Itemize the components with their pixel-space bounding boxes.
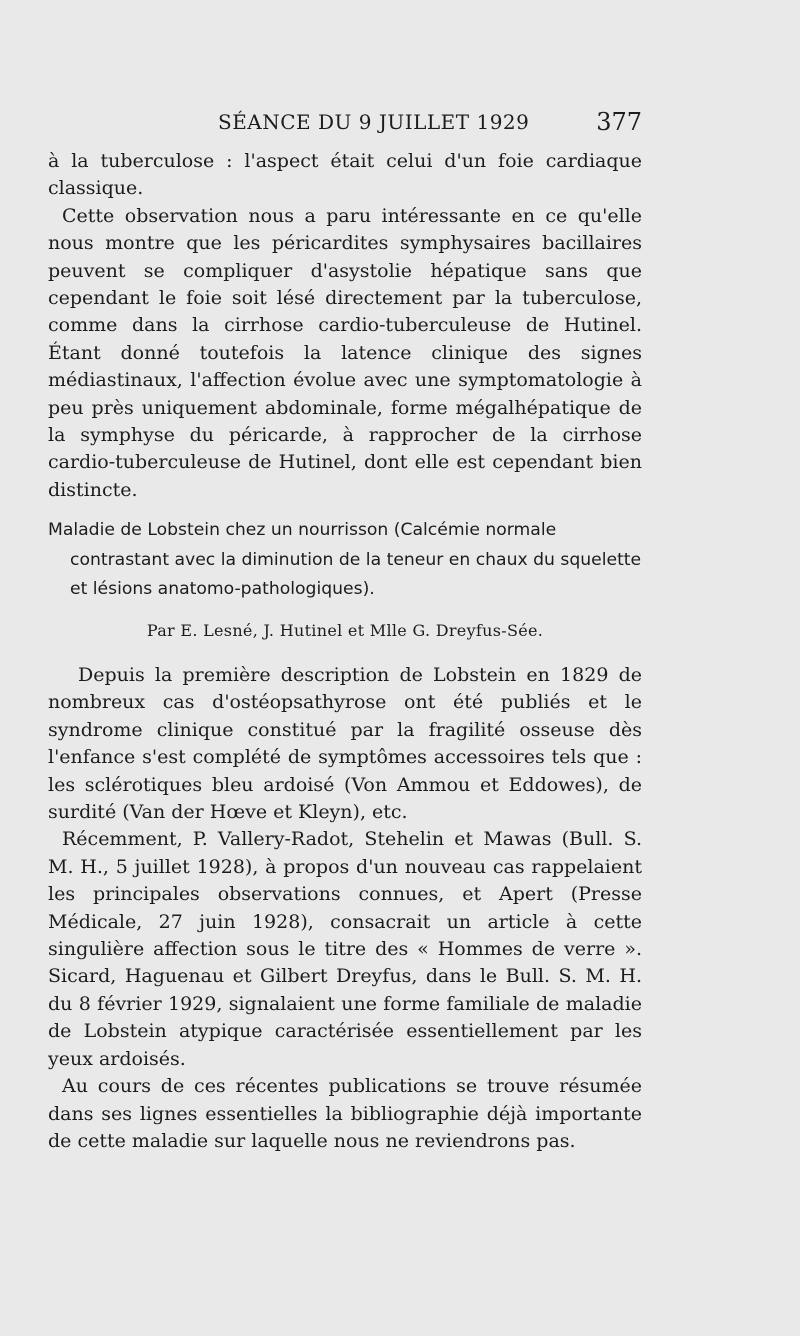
article-title	[48, 516, 642, 605]
text-block-bottom	[48, 662, 642, 1155]
running-head: SÉANCE DU 9 JUILLET 1929	[218, 110, 530, 134]
body-paragraph: Au cours de ces récentes publications se trouve résumée dans ses lignes essentielles la bibliographie déjà importante de cette maladie sur laquelle nous ne reviendrons pas.	[48, 1075, 642, 1152]
continuation-paragraph: à la tuberculose : l'aspect était celui d'un foie cardiaque classique.	[48, 150, 642, 200]
article-title-continuation: contrastant avec la diminution de la teneur en chaux du squelette et lésions anatomo-pathologiques).	[70, 549, 642, 599]
page-header	[48, 108, 642, 138]
body-paragraph: Récemment, P. Vallery-Radot, Stehelin et Mawas (Bull. S. M. H., 5 juillet 1928), à propos d'un nouveau cas rappelaient les principales observations connues, et Apert (Presse Médicale, 27 juin 1928), consacrait un article à cette singulière affection sous le titre des « Hommes de verre ». Sicard, Haguenau et Gilbert Dreyfus, dans le Bull. S. M. H. du 8 février 1929, signalaient une forme familiale de maladie de Lobstein atypique caractérisée essentiellement par les yeux ardoisés.	[48, 828, 642, 1070]
observation-paragraph: Cette observation nous a paru intéressante en ce qu'elle nous montre que les péricardites symphysaires bacillaires peuvent se compliquer d'asystolie hépatique sans que cependant le foie soit lésé directement par la tuberculose, comme dans la cirrhose cardio-tuberculeuse de Hutinel. Étant donné toutefois la latence clinique des signes médiastinaux, l'affection évolue avec une symptomatologie à peu près uniquement abdominale, forme mégalhépatique de la symphyse du péricarde, à rapprocher de la cirrhose cardio-tuberculeuse de Hutinel, dont elle est cependant bien distincte.	[48, 204, 642, 501]
text-block-top	[48, 148, 642, 504]
body-paragraph: Depuis la première description de Lobstein en 1829 de nombreux cas d'ostéopsathyrose ont été publiés et le syndrome clinique constitué par la fragilité osseuse dès l'enfance s'est complété de symptômes accessoires tels que : les sclérotiques bleu ardoisé (Von Ammou et Eddowes), de surdité (Van der Hœve et Kleyn), etc.	[48, 664, 642, 824]
page-number: 377	[596, 108, 642, 136]
article-authors: Par E. Lesné, J. Hutinel et Mlle G. Dreyfus-Sée.	[146, 621, 544, 640]
article-title-line1: Maladie de Lobstein chez un nourrisson (Calcémie normale	[48, 520, 557, 540]
